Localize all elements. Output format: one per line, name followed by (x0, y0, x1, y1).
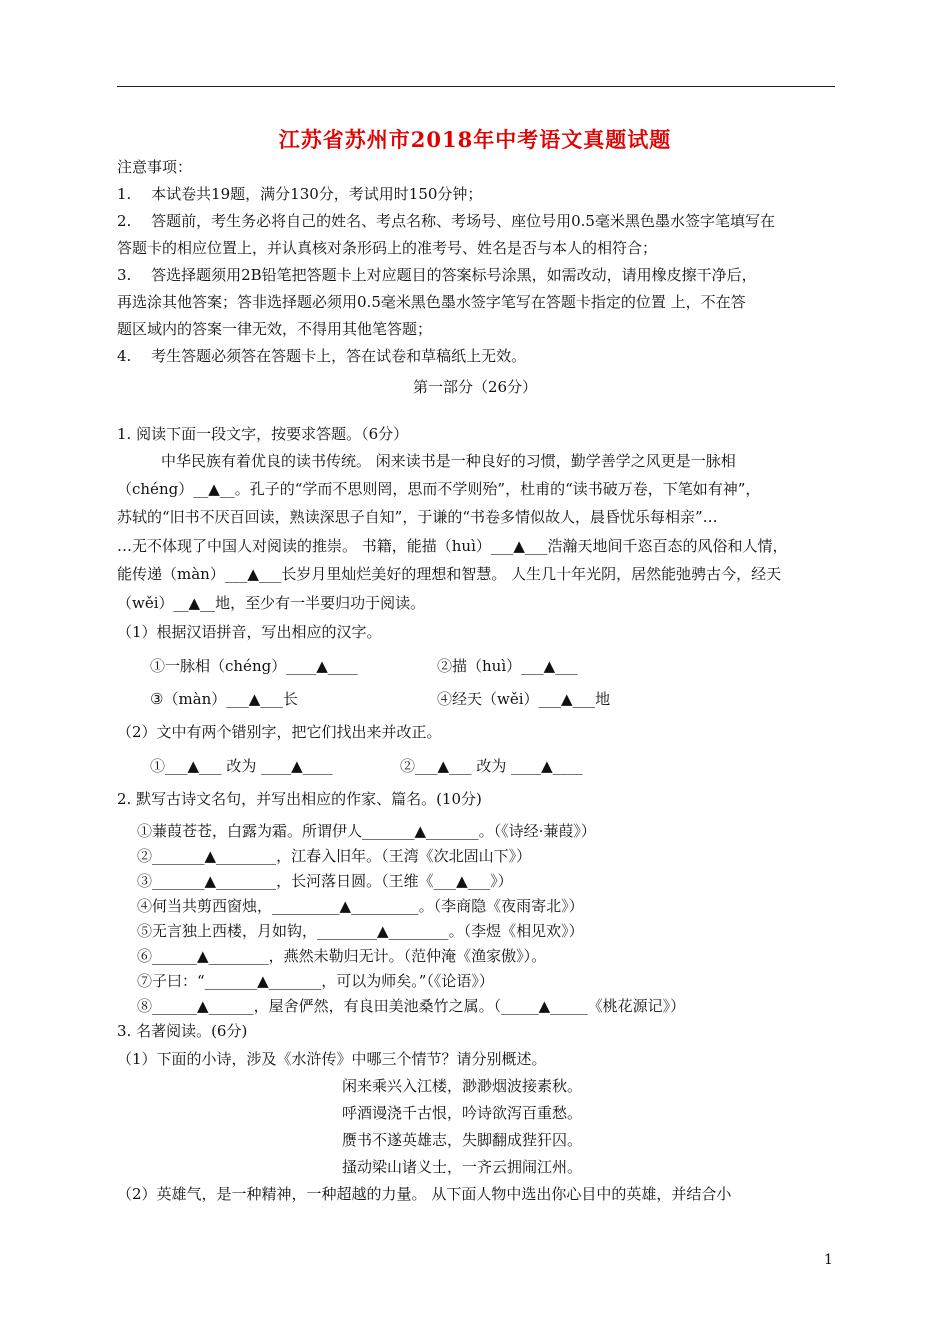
answer-blank[interactable]: _____▲_____ (501, 997, 588, 1015)
question-stem: 2. 默写古诗文名句，并写出相应的作家、篇名。(10分) (117, 790, 482, 808)
answer-blank[interactable]: ___▲___ (224, 565, 282, 583)
notice-line: 再选涂其他答案；答非选择题必须用0.5毫米黑色墨水签字笔写在答题卡指定的位置 上，不在答 (117, 293, 746, 311)
answer-blank[interactable]: ___▲___ (490, 537, 548, 555)
notice-line: 1. 本试卷共19题，满分130分，考试用时150分钟； (117, 185, 483, 203)
passage-line: 中华民族有着优良的读书传统。 闲来读书是一种良好的习惯，勤学善学之风更是一脉相 (161, 452, 736, 470)
subquestion: （2）文中有两个错别字，把它们找出来并改正。 (117, 723, 442, 741)
answer-item: ③（màn）___▲___长 (150, 690, 298, 708)
poem-line: 呼酒谩浇千古恨，吟诗欲泻百重愁。 (342, 1104, 583, 1122)
notice-line: 4. 考生答题必须答在答题卡上，答在试卷和草稿纸上无效。 (117, 347, 527, 365)
answer-blank[interactable]: ______▲________ (152, 947, 269, 965)
answer-blank[interactable]: ____▲____ (261, 757, 333, 775)
passage-line: …无不体现了中国人对阅读的推崇。 书籍，能描（huì）___▲___浩瀚天地间千恣百态的风俗和人情， (117, 537, 788, 555)
passage-line: 能传递（màn）___▲___长岁月里灿烂美好的理想和智慧。 人生几十年光阴，居然能弛骋古今，经天 (117, 565, 782, 583)
passage-line: （wěi）__▲__地，至少有一半要归功于阅读。 (117, 594, 426, 612)
answer-blank[interactable]: ____▲____ (511, 757, 583, 775)
passage-line: 苏轼的“旧书不厌百回读，熟读深思子自知”，于谦的“书卷多情似故人，晨昏忧乐每相亲”… (117, 508, 718, 526)
recite-line: ⑤无言独上西楼，月如钩，________▲________。（李煜《相见欢》） (137, 922, 584, 940)
answer-item: ②___▲___ 改为 ____▲____ (400, 757, 583, 775)
answer-blank[interactable]: ____▲____ (286, 657, 358, 675)
answer-blank[interactable]: _______▲________ (152, 847, 277, 865)
recite-line: ③_______▲________，长河落日圆。（王维《___▲___》） (137, 872, 513, 890)
answer-item: ②描（huì）___▲___ (437, 657, 578, 675)
answer-item: ①___▲___ 改为 ____▲____ (150, 757, 333, 775)
answer-blank[interactable]: _______▲________ (152, 872, 277, 890)
notice-line: 3. 答选择题须用2B铅笔把答题卡上对应题目的答案标号涂黑，如需改动，请用橡皮擦干净后， (117, 266, 757, 284)
poem-line: 闲来乘兴入江楼，渺渺烟波接素秋。 (342, 1077, 583, 1095)
question-stem: 1. 阅读下面一段文字，按要求答题。（6分） (117, 425, 409, 443)
passage-line: （chéng）__▲__。孔子的“学而不思则罔，思而不学则殆”，杜甫的“读书破万卷，下笔如有神”， (117, 480, 761, 498)
page-title: 江苏省苏州市2018年中考语文真题试题 (278, 127, 672, 152)
notice-line: 答题卡的相应位置上，并认真核对条形码上的准考号、姓名是否与本人的相符合； (117, 239, 658, 257)
section-heading: 第一部分（26分） (412, 378, 538, 396)
answer-item: ①一脉相（chéng）____▲____ (150, 657, 358, 675)
recite-line: ②_______▲________，江春入旧年。（王湾《次北固山下》） (137, 847, 532, 865)
notice-line: 题区域内的答案一律无效，不得用其他笔答题； (117, 320, 433, 338)
answer-blank[interactable]: ________▲________ (317, 922, 449, 940)
header-rule (117, 86, 835, 87)
poem-line: 搔动梁山诸义士，一齐云拥闹江州。 (342, 1158, 583, 1176)
answer-blank[interactable]: ______▲______ (152, 997, 254, 1015)
answer-blank[interactable]: ___▲___ (415, 757, 472, 775)
answer-blank[interactable]: ___▲___ (521, 657, 578, 675)
answer-blank[interactable]: ___▲___ (226, 690, 283, 708)
answer-blank[interactable]: _______▲_______ (362, 822, 479, 840)
answer-blank[interactable]: ___▲___ (165, 757, 222, 775)
answer-item: ④经天（wěi）___▲___地 (437, 690, 611, 708)
answer-blank[interactable]: ___▲___ (538, 690, 596, 708)
subquestion: （2）英雄气，是一种精神，一种超越的力量。 从下面人物中选出你心目中的英雄，并结合小 (117, 1185, 732, 1203)
question-stem: 3. 名著阅读。(6分) (117, 1022, 248, 1040)
answer-blank[interactable]: __▲__ (173, 594, 216, 612)
recite-line: ⑧______▲______，屋舍俨然，有良田美池桑竹之属。（_____▲_____《桃花源记》） (137, 997, 686, 1015)
recite-line: ⑥______▲________，燕然未勒归无计。（范仲淹《渔家傲》）。 (137, 947, 547, 965)
answer-blank[interactable]: ___▲___ (433, 872, 491, 890)
answer-blank[interactable]: __▲__ (193, 480, 235, 498)
notice-heading: 注意事项： (117, 158, 193, 176)
answer-blank[interactable]: _________▲_________ (272, 897, 419, 915)
poem-line: 赝书不遂英雄志，失脚翻成狴犴囚。 (342, 1131, 583, 1149)
recite-line: ⑦子曰：“_______▲_______，可以为师矣。”（《论语》） (137, 972, 494, 990)
page-number: 1 (824, 1252, 833, 1268)
recite-line: ④何当共剪西窗烛，_________▲_________。（李商隐《夜雨寄北》） (137, 897, 584, 915)
recite-line: ①蒹葭苍苍，白露为霜。所谓伊人_______▲_______。（《诗经·蒹葭》） (137, 822, 596, 840)
answer-blank[interactable]: _______▲_______ (204, 972, 322, 990)
subquestion: （1）下面的小诗，涉及《水浒传》中哪三个情节？请分别概述。 (117, 1050, 547, 1068)
subquestion: （1）根据汉语拼音，写出相应的汉字。 (117, 623, 382, 641)
notice-line: 2. 答题前，考生务必将自己的姓名、考点名称、考场号、座位号用0.5毫米黑色墨水签字笔填写在 (117, 212, 775, 230)
